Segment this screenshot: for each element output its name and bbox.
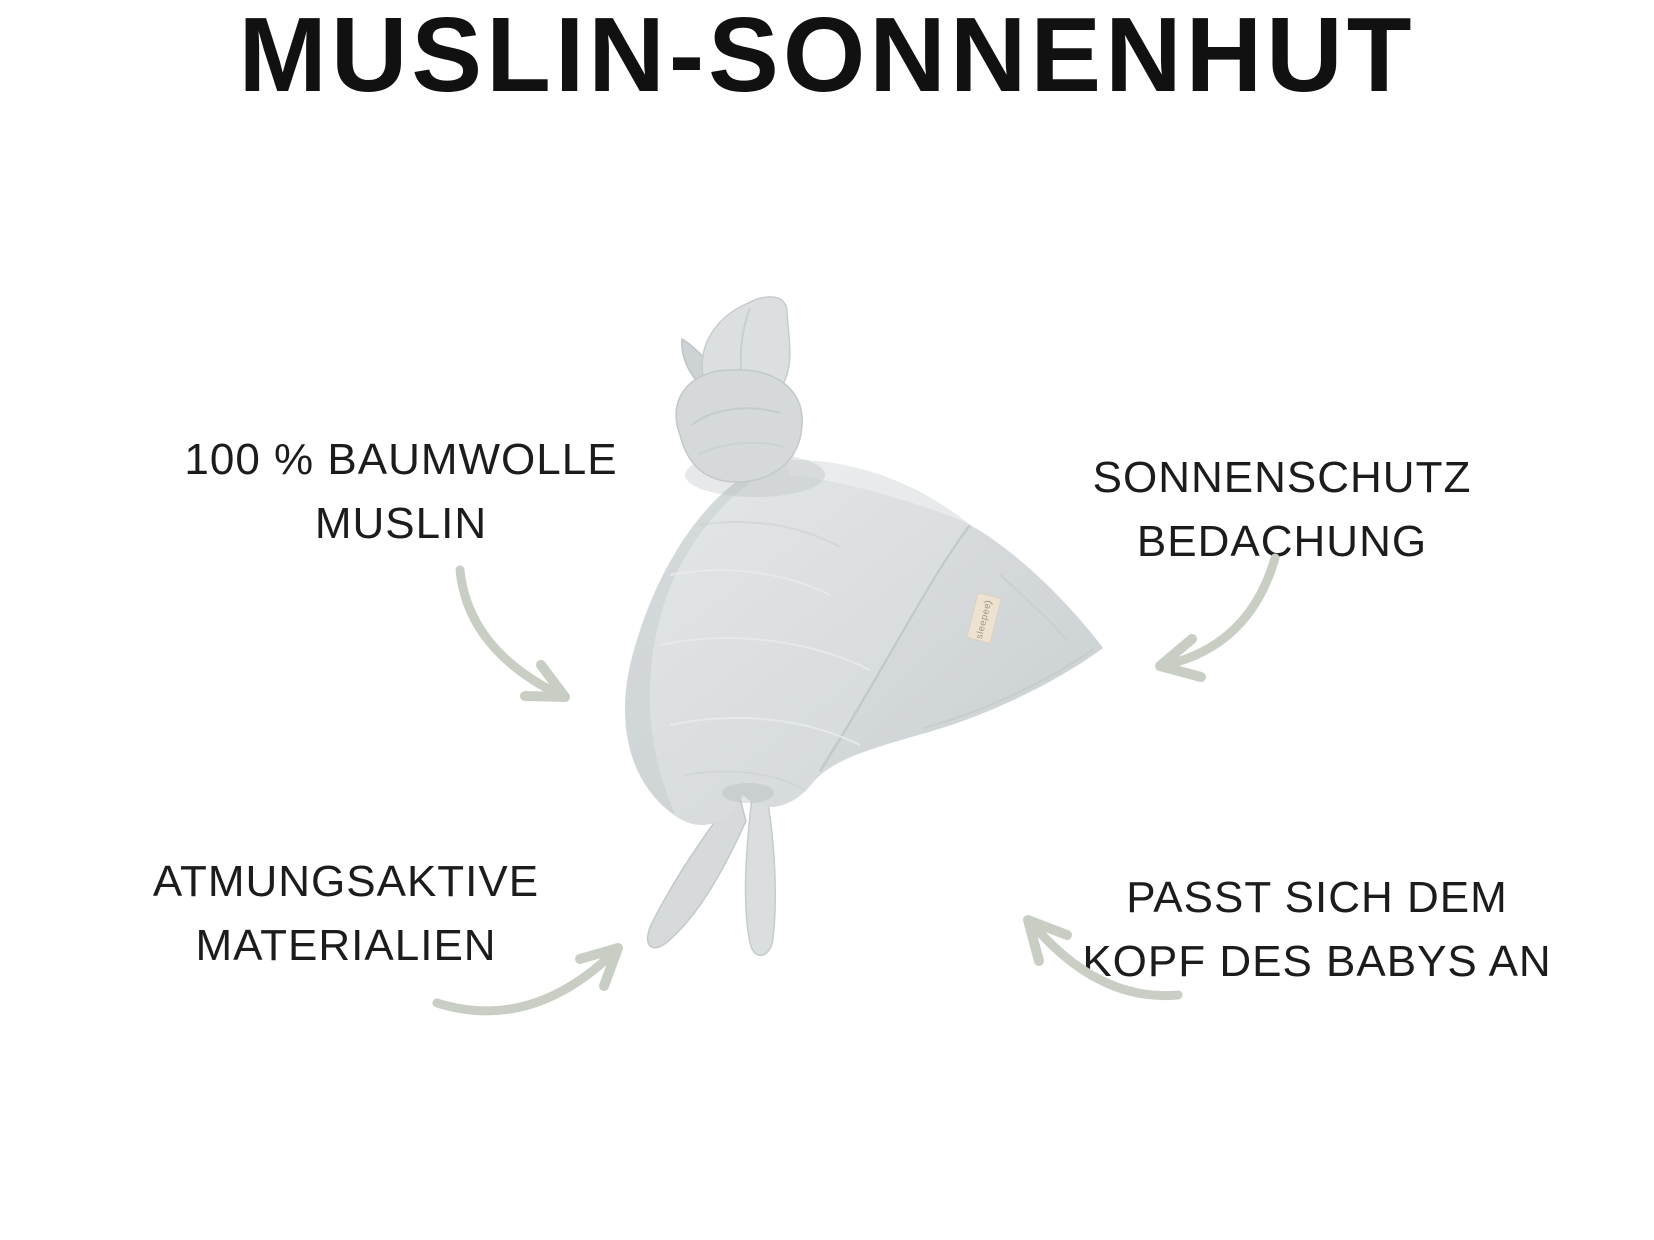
curved-arrow-icon bbox=[1130, 540, 1300, 690]
feature-line: MATERIALIEN bbox=[195, 921, 497, 970]
product-photo-muslin-sun-hat bbox=[580, 275, 1140, 1015]
curved-arrow-icon bbox=[440, 555, 590, 715]
page-title: MUSLIN-SONNENHUT bbox=[238, 0, 1416, 114]
tag-brand-label: sleepee bbox=[973, 601, 994, 641]
feature-line: MUSLIN bbox=[314, 499, 488, 548]
hat-top-knot bbox=[676, 297, 825, 497]
gather-shadow bbox=[722, 783, 774, 803]
feature-line: ATMUNGSAKTIVE bbox=[152, 857, 540, 906]
feature-line: KOPF DES BABYS AN bbox=[1082, 937, 1552, 986]
feature-line: SONNENSCHUTZ bbox=[1092, 453, 1472, 502]
feature-line: PASST SICH DEM bbox=[1126, 873, 1508, 922]
feature-line: BEDACHUNG bbox=[1136, 517, 1428, 566]
feature-line: 100 % BAUMWOLLE bbox=[184, 435, 618, 484]
